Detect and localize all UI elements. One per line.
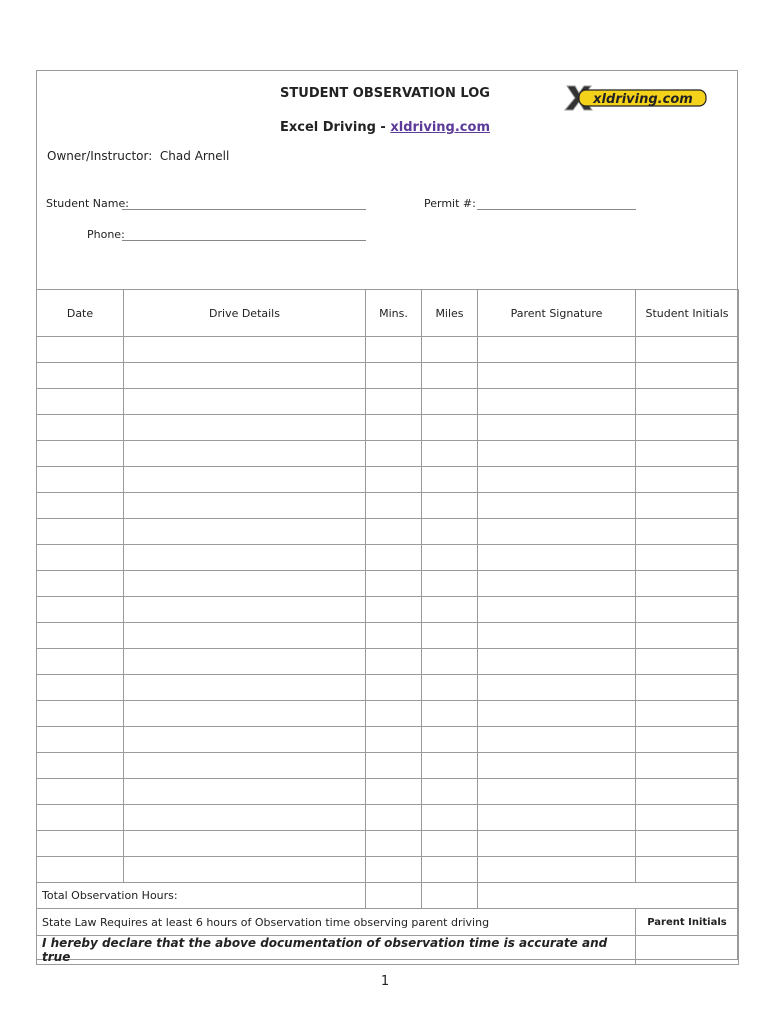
drive-details-cell[interactable]: [124, 545, 366, 571]
parent-initials-label: Parent Initials: [636, 909, 739, 936]
total-miles-cell[interactable]: [422, 883, 478, 909]
drive-details-cell[interactable]: [124, 649, 366, 675]
parent-initials-cell[interactable]: [636, 936, 739, 965]
drive-details-cell[interactable]: [124, 805, 366, 831]
log-row: [37, 363, 739, 389]
miles-cell[interactable]: [422, 545, 478, 571]
student-initials-cell[interactable]: [636, 831, 739, 857]
date-cell[interactable]: [37, 493, 124, 519]
log-row: [37, 649, 739, 675]
page-number: 1: [380, 974, 390, 989]
student-initials-cell[interactable]: [636, 675, 739, 701]
mins-cell[interactable]: [366, 701, 422, 727]
mins-cell[interactable]: [366, 467, 422, 493]
student-initials-cell[interactable]: [636, 337, 739, 363]
student-initials-cell[interactable]: [636, 701, 739, 727]
date-cell[interactable]: [37, 571, 124, 597]
student-name-field[interactable]: [122, 209, 366, 210]
date-cell[interactable]: [37, 441, 124, 467]
mins-cell[interactable]: [366, 753, 422, 779]
student-name-label: Student Name:: [46, 197, 129, 210]
log-row: [37, 337, 739, 363]
parent-signature-cell[interactable]: [478, 753, 636, 779]
mins-cell[interactable]: [366, 805, 422, 831]
date-cell[interactable]: [37, 727, 124, 753]
parent-signature-cell[interactable]: [478, 545, 636, 571]
miles-cell[interactable]: [422, 571, 478, 597]
mins-cell[interactable]: [366, 519, 422, 545]
mins-cell[interactable]: [366, 493, 422, 519]
parent-signature-cell[interactable]: [478, 623, 636, 649]
log-row: [37, 753, 739, 779]
miles-cell[interactable]: [422, 675, 478, 701]
parent-signature-cell[interactable]: [478, 805, 636, 831]
log-row: [37, 493, 739, 519]
parent-signature-cell[interactable]: [478, 649, 636, 675]
date-cell[interactable]: [37, 649, 124, 675]
miles-cell[interactable]: [422, 493, 478, 519]
miles-cell[interactable]: [422, 753, 478, 779]
parent-signature-cell[interactable]: [478, 727, 636, 753]
mins-cell[interactable]: [366, 831, 422, 857]
drive-details-cell[interactable]: [124, 441, 366, 467]
drive-details-cell[interactable]: [124, 675, 366, 701]
student-initials-cell[interactable]: [636, 649, 739, 675]
miles-cell[interactable]: [422, 363, 478, 389]
drive-details-cell[interactable]: [124, 727, 366, 753]
date-cell[interactable]: [37, 363, 124, 389]
drive-details-cell[interactable]: [124, 363, 366, 389]
permit-field[interactable]: [477, 209, 636, 210]
law-row: [37, 909, 739, 936]
miles-cell[interactable]: [422, 623, 478, 649]
page-title: STUDENT OBSERVATION LOG: [280, 86, 490, 101]
log-row: [37, 389, 739, 415]
declaration-text: I hereby declare that the above documentation of observation time is accurate and true: [37, 936, 636, 965]
col-student-initials: Student Initials: [636, 290, 739, 337]
owner-label: Owner/Instructor:: [47, 149, 153, 163]
date-cell[interactable]: [37, 337, 124, 363]
drive-details-cell[interactable]: [124, 831, 366, 857]
col-mins: Mins.: [366, 290, 422, 337]
log-row: [37, 519, 739, 545]
mins-cell[interactable]: [366, 337, 422, 363]
date-cell[interactable]: [37, 857, 124, 883]
date-cell[interactable]: [37, 805, 124, 831]
log-row: [37, 623, 739, 649]
drive-details-cell[interactable]: [124, 415, 366, 441]
mins-cell[interactable]: [366, 623, 422, 649]
date-cell[interactable]: [37, 519, 124, 545]
col-miles: Miles: [422, 290, 478, 337]
student-initials-cell[interactable]: [636, 415, 739, 441]
total-blank-cell: [478, 883, 739, 909]
owner-name: Chad Arnell: [159, 149, 230, 163]
date-cell[interactable]: [37, 831, 124, 857]
miles-cell[interactable]: [422, 519, 478, 545]
parent-signature-cell[interactable]: [478, 831, 636, 857]
log-row: [37, 805, 739, 831]
miles-cell[interactable]: [422, 389, 478, 415]
student-initials-cell[interactable]: [636, 493, 739, 519]
date-cell[interactable]: [37, 467, 124, 493]
col-date: Date: [37, 290, 124, 337]
log-row: [37, 857, 739, 883]
parent-signature-cell[interactable]: [478, 857, 636, 883]
miles-cell[interactable]: [422, 649, 478, 675]
miles-cell[interactable]: [422, 727, 478, 753]
parent-signature-cell[interactable]: [478, 363, 636, 389]
mins-cell[interactable]: [366, 857, 422, 883]
miles-cell[interactable]: [422, 831, 478, 857]
student-initials-cell[interactable]: [636, 857, 739, 883]
parent-signature-cell[interactable]: [478, 675, 636, 701]
date-cell[interactable]: [37, 545, 124, 571]
mins-cell[interactable]: [366, 441, 422, 467]
subtitle: [0, 120, 770, 135]
log-row: [37, 597, 739, 623]
parent-signature-cell[interactable]: [478, 701, 636, 727]
miles-cell[interactable]: [422, 805, 478, 831]
parent-signature-cell[interactable]: [478, 441, 636, 467]
miles-cell[interactable]: [422, 857, 478, 883]
observation-table: [36, 289, 739, 965]
miles-cell[interactable]: [422, 441, 478, 467]
parent-signature-cell[interactable]: [478, 571, 636, 597]
miles-cell[interactable]: [422, 779, 478, 805]
log-row: [37, 675, 739, 701]
total-label: Total Observation Hours:: [37, 883, 366, 909]
student-initials-cell[interactable]: [636, 467, 739, 493]
student-initials-cell[interactable]: [636, 623, 739, 649]
student-initials-cell[interactable]: [636, 805, 739, 831]
log-row: [37, 831, 739, 857]
mins-cell[interactable]: [366, 545, 422, 571]
drive-details-cell[interactable]: [124, 571, 366, 597]
logo-text: xldriving.com: [593, 92, 693, 107]
miles-cell[interactable]: [422, 415, 478, 441]
log-row: [37, 571, 739, 597]
phone-field[interactable]: [122, 240, 366, 241]
miles-cell[interactable]: [422, 597, 478, 623]
student-initials-cell[interactable]: [636, 571, 739, 597]
parent-signature-cell[interactable]: [478, 389, 636, 415]
student-initials-cell[interactable]: [636, 753, 739, 779]
date-cell[interactable]: [37, 779, 124, 805]
parent-signature-cell[interactable]: [478, 519, 636, 545]
log-row: [37, 779, 739, 805]
date-cell[interactable]: [37, 701, 124, 727]
student-initials-cell[interactable]: [636, 779, 739, 805]
parent-signature-cell[interactable]: [478, 597, 636, 623]
header-row: [37, 290, 739, 337]
parent-signature-cell[interactable]: [478, 337, 636, 363]
permit-label: Permit #:: [424, 197, 476, 210]
log-row: [37, 545, 739, 571]
total-mins-cell[interactable]: [366, 883, 422, 909]
log-row: [37, 727, 739, 753]
date-cell[interactable]: [37, 415, 124, 441]
law-text: State Law Requires at least 6 hours of Observation time observing parent driving: [37, 909, 636, 936]
student-initials-cell[interactable]: [636, 519, 739, 545]
student-initials-cell[interactable]: [636, 389, 739, 415]
student-initials-cell[interactable]: [636, 545, 739, 571]
drive-details-cell[interactable]: [124, 701, 366, 727]
website-link[interactable]: xldriving.com: [390, 120, 490, 135]
drive-details-cell[interactable]: [124, 623, 366, 649]
phone-label: Phone:: [87, 228, 125, 241]
drive-details-cell[interactable]: [124, 467, 366, 493]
mins-cell[interactable]: [366, 675, 422, 701]
student-initials-cell[interactable]: [636, 363, 739, 389]
date-cell[interactable]: [37, 623, 124, 649]
log-row: [37, 467, 739, 493]
mins-cell[interactable]: [366, 597, 422, 623]
date-cell[interactable]: [37, 675, 124, 701]
mins-cell[interactable]: [366, 779, 422, 805]
drive-details-cell[interactable]: [124, 493, 366, 519]
drive-details-cell[interactable]: [124, 519, 366, 545]
log-row: [37, 415, 739, 441]
mins-cell[interactable]: [366, 415, 422, 441]
student-initials-cell[interactable]: [636, 727, 739, 753]
declaration-row: [37, 936, 739, 965]
mins-cell[interactable]: [366, 727, 422, 753]
student-initials-cell[interactable]: [636, 441, 739, 467]
miles-cell[interactable]: [422, 701, 478, 727]
drive-details-cell[interactable]: [124, 857, 366, 883]
miles-cell[interactable]: [422, 467, 478, 493]
col-parent-signature: Parent Signature: [478, 290, 636, 337]
drive-details-cell[interactable]: [124, 597, 366, 623]
mins-cell[interactable]: [366, 389, 422, 415]
col-drive-details: Drive Details: [124, 290, 366, 337]
parent-signature-cell[interactable]: [478, 415, 636, 441]
student-initials-cell[interactable]: [636, 597, 739, 623]
miles-cell[interactable]: [422, 337, 478, 363]
mins-cell[interactable]: [366, 649, 422, 675]
log-row: [37, 441, 739, 467]
mins-cell[interactable]: [366, 571, 422, 597]
drive-details-cell[interactable]: [124, 779, 366, 805]
parent-signature-cell[interactable]: [478, 493, 636, 519]
drive-details-cell[interactable]: [124, 337, 366, 363]
date-cell[interactable]: [37, 389, 124, 415]
date-cell[interactable]: [37, 753, 124, 779]
drive-details-cell[interactable]: [124, 753, 366, 779]
total-row: [37, 883, 739, 909]
subtitle-prefix: Excel Driving -: [279, 120, 391, 135]
xldriving-logo: [563, 82, 708, 114]
parent-signature-cell[interactable]: [478, 467, 636, 493]
owner-line: [47, 149, 229, 163]
parent-signature-cell[interactable]: [478, 779, 636, 805]
date-cell[interactable]: [37, 597, 124, 623]
mins-cell[interactable]: [366, 363, 422, 389]
log-row: [37, 701, 739, 727]
drive-details-cell[interactable]: [124, 389, 366, 415]
